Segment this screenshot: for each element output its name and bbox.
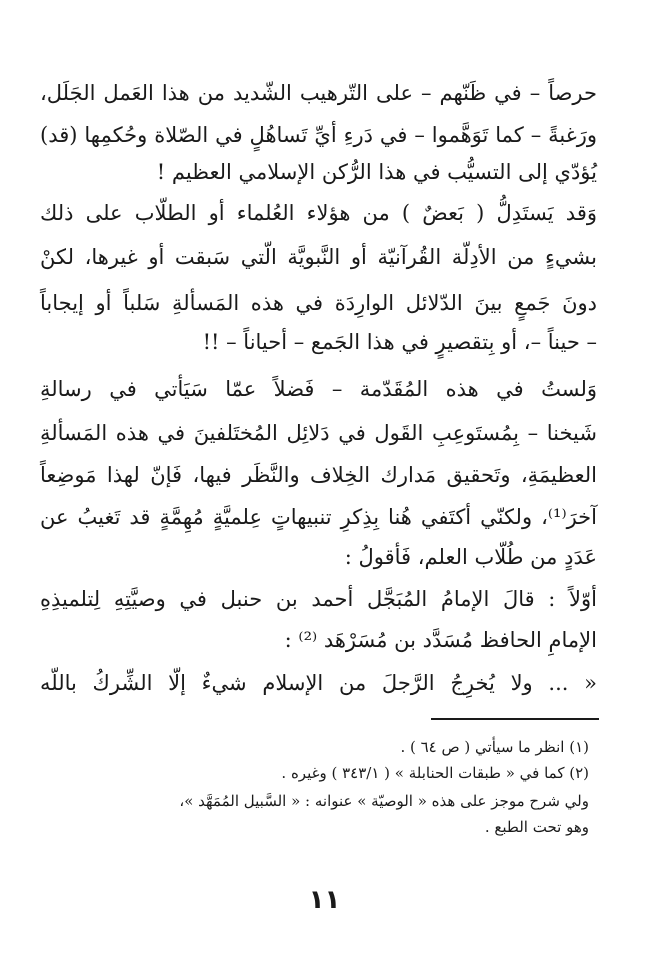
- footnote: وهو تحت الطبع .: [484, 818, 589, 836]
- body-line: الإمامِ الحافظ مُسَدَّد بن مُسَرْهَد ⁽²⁾ :: [284, 628, 597, 652]
- body-line: أوّلاً : قالَ الإمامُ المُبَجَّل أحمد بن حنبل في وصيَّتِهِ لِتلميذِهِ: [40, 587, 597, 611]
- footnote-divider: [431, 718, 599, 720]
- footnote: (٢) كما في « طبقات الحنابلة » ( ٣٤٣/١ ) وغيره .: [281, 764, 589, 782]
- body-line: العظيمَةِ، وتَحقيق مَدارك الخِلاف والنَّظَر فيها، فَإنّ لهذا مَوضِعاً: [40, 463, 597, 487]
- body-line: يُؤدّي إلى التسيُّب في هذا الرُّكن الإسلامي العظيم !: [156, 160, 597, 184]
- body-line: آخرَ⁽¹⁾، ولكنّي أكتَفي هُنا بِذِكرِ تنبيهاتٍ عِلميَّةٍ مُهِمَّةٍ قد تَغيبُ عن: [40, 505, 597, 529]
- body-line: عَدَدٍ من طُلّاب العلم، فَأقولُ :: [344, 545, 597, 569]
- body-line: « ... ولا يُخرِجُ الرَّجلَ من الإسلام شيءٌ إلّا الشِّركُ باللّه: [40, 671, 597, 695]
- footnote: ولي شرح موجز على هذه « الوصيّة » عنوانه : « السَّبيل المُمَهَّد »،: [179, 792, 589, 810]
- body-line: شَيخنا – بِمُستَوعِبِ القَول في دَلائِل المُختَلفينَ في هذه المَسألةِ: [40, 421, 597, 445]
- body-line: وَقد يَستَدِلُّ ( بَعضٌ ) من هؤلاء العُلماء أو الطلّاب على ذلك: [40, 201, 597, 225]
- footnote: (١) انظر ما سيأتي ( ص ٦٤ ) .: [400, 738, 589, 756]
- body-line: وَلستُ في هذه المُقَدّمة – فَضلاً عمّا سَيَأتي في رسالةِ: [40, 377, 597, 401]
- body-line: حرصاً – في ظَنّهم – على التّرهيب الشّديد من هذا العَمل الجَلَل،: [40, 81, 597, 105]
- page-number: ١١: [308, 885, 341, 915]
- body-line: ورَغبةً – كما تَوَهَّموا – في دَرءِ أيِّ تَساهُلٍ في الصّلاة وحُكمِها (قد): [40, 123, 597, 147]
- body-line: بشيءٍ من الأدِلّة القُرآنيّة أو النَّبويَّة الّتي سَبقت أو غيرها، لكنْ: [40, 245, 597, 269]
- body-line: – حيناً –، أو بِتقصيرٍ في هذا الجَمع – أحياناً – !!: [202, 330, 597, 354]
- body-line: دونَ جَمعٍ بينَ الدّلائل الوارِدَة في هذه المَسألةِ سَلباً أو إيجاباً: [40, 291, 597, 315]
